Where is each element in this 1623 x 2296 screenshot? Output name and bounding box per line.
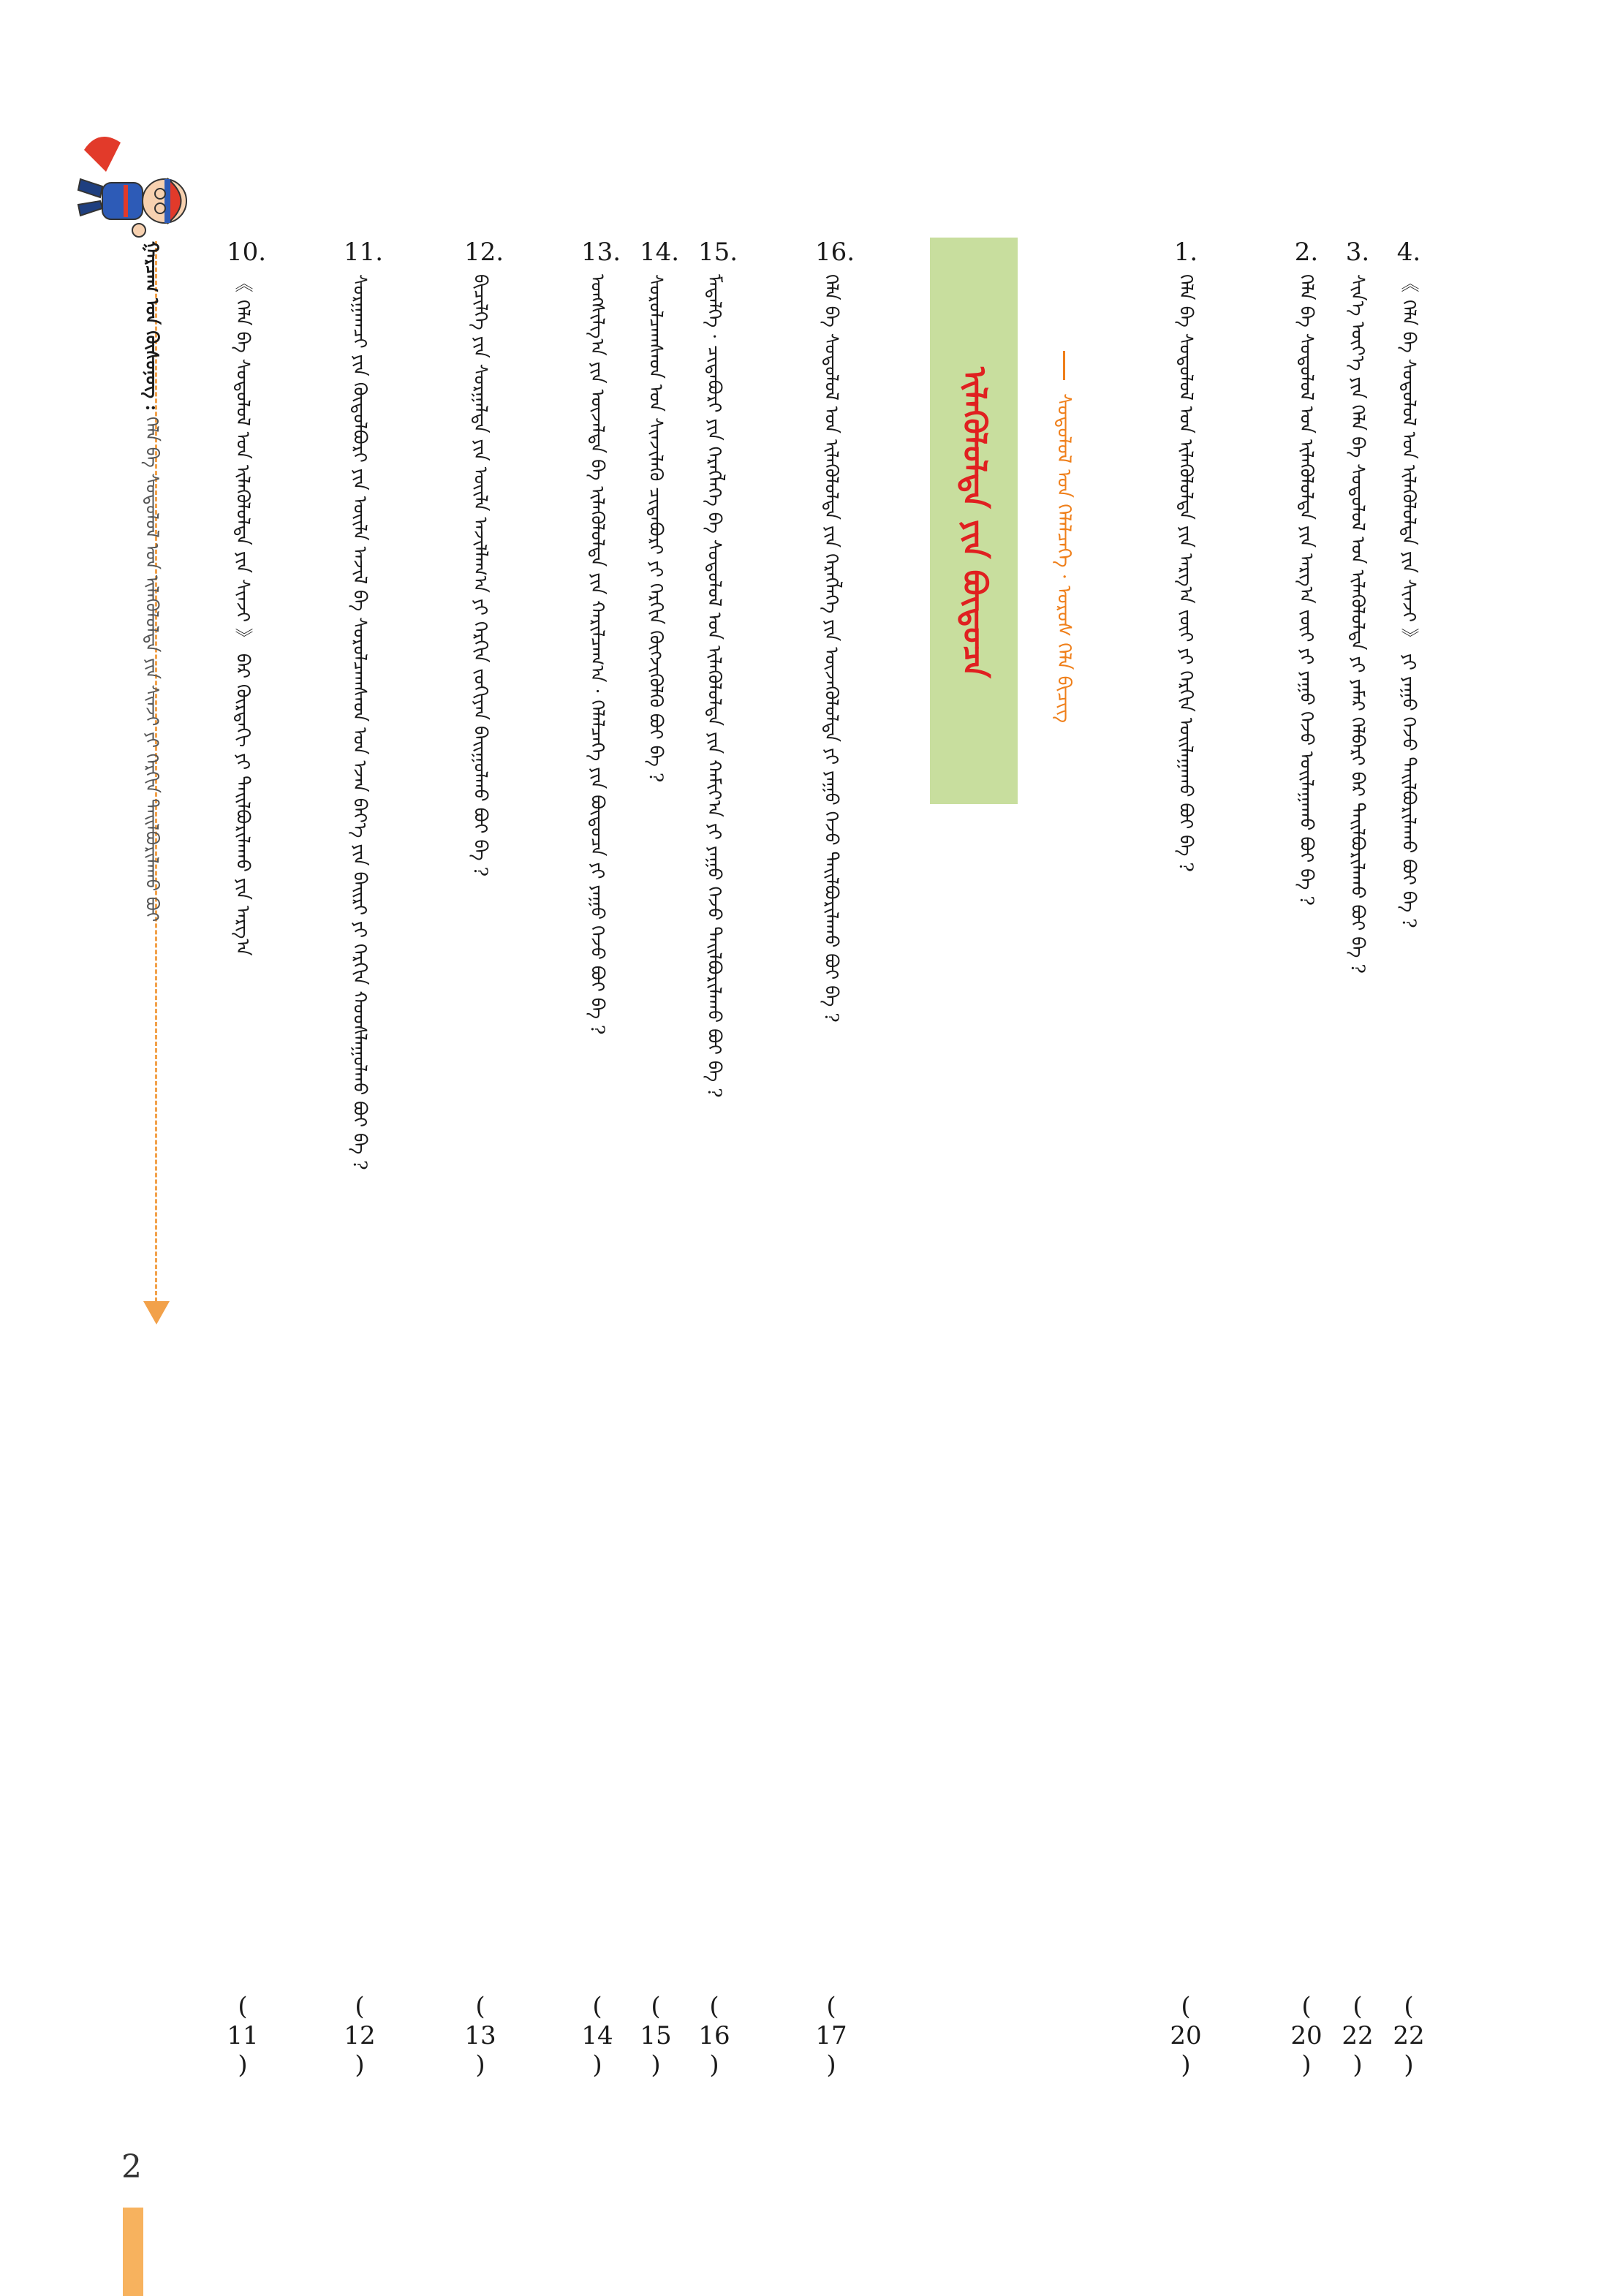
item-page-ref: ( 16 ) (698, 1992, 730, 2080)
toc-item[interactable] (581, 238, 621, 2080)
item-number: 4. (1396, 238, 1421, 267)
toc-item[interactable] (1393, 238, 1425, 2080)
toc-item[interactable] (815, 238, 855, 2080)
item-text: ᠮᠡᠳᠡᠯᠭᠡ · ᠴᠢᠳᠠᠪᠤᠷᠢ ᠶᠢᠨ ᠬᠡᠷᠡᠭᠯᠡᠭᠡ ᠪᠠ ᠰᠤᠳᠤᠯᠤᠯ ᠤᠨ ᠢᠯᠡᠭᠦᠯᠦᠯᠲᠡ ᠶᠢᠨ ᠬᠠᠮᠢᠶ᠎ᠠ ᠶᠢ ᠶᠠᠭᠤ ᠭᠡᠵᠦ ᠲᠠᠢᠯᠪᠤᠷᠢᠯᠠᠬᠤ ᠪᠤᠢ ᠪᠡ ? (704, 274, 725, 1098)
footer-arrow-icon (143, 1301, 170, 1325)
item-page-ref: ( 20 ) (1170, 1992, 1202, 2080)
section-subtitle (1045, 351, 1082, 950)
section-title: ᠢᠯᠡᠭᠦᠯᠦᠯᠲᠡ ᠶᠢᠨ ᠪᠦᠲᠦᠴᠡ (956, 367, 993, 678)
item-page-ref: ( 22 ) (1393, 1992, 1425, 2080)
item-text: ᠤᠩᠰᠢᠯᠭ᠎ᠠ ᠶᠢᠨ ᠦᠵᠡᠯᠲᠡ ᠪᠠ ᠢᠯᠡᠭᠦᠯᠦᠯᠲᠡ ᠶᠢᠨ ᠬᠠᠷᠢᠯᠴᠠᠭ᠎ᠠ · ᠬᠡᠯᠡᠯᠴᠡᠭᠡ ᠶᠢᠨ ᠪᠦᠲᠦᠴᠡ ᠶᠢ ᠶᠠᠭᠤ ᠭᠡᠵᠦ ᠪᠤᠢ ᠪᠡ ? (587, 274, 608, 1035)
subtitle-dash (1063, 351, 1065, 380)
footer-note (135, 241, 169, 1301)
item-number: 1. (1173, 238, 1198, 267)
item-text: ᠬᠡᠯᠡ ᠪᠡ ᠰᠤᠳᠤᠯᠤᠯ ᠤᠨ ᠢᠯᠡᠭᠦᠯᠦᠯᠲᠡ ᠶᠢᠨ ᠠᠷᠭ᠎ᠠ ᠵᠦᠢ ᠶᠢ ᠬᠡᠷᠬᠢᠨ ᠣᠢᠯᠠᠭᠠᠬᠤ ᠪᠤᠢ ᠪᠡ ? (1176, 274, 1197, 872)
item-text: ᠰᠤᠷᠭᠠᠭᠴᠢ ᠶᠢᠨ ᠬᠥᠲᠦᠯᠪᠦᠷᠢ ᠶᠢᠨ ᠦᠢᠯᠡ ᠠᠵᠢᠯ ᠪᠠ ᠰᠤᠷᠤᠯᠴᠠᠭᠰᠠᠳ ᠤᠨ ᠡᠵᠡᠨ ᠪᠡᠶ᠎ᠡ ᠶᠢᠨ ᠪᠠᠢᠷᠢ ᠶᠢ ᠬᠡᠷᠬᠢᠨ ᠬᠣᠣᠰᠯᠠᠭᠤᠯᠬᠤ ᠪᠤᠢ ᠪᠡ ? (349, 274, 371, 1170)
item-number: 13. (581, 238, 621, 267)
item-page-ref: ( 11 ) (227, 1992, 259, 2080)
item-number: 16. (815, 238, 855, 267)
toc-item[interactable] (698, 238, 738, 2080)
toc-item[interactable] (640, 238, 680, 2080)
item-text: ᠬᠡᠯᠡ ᠪᠡ ᠰᠤᠳᠤᠯᠤᠯ ᠤᠨ ᠢᠯᠡᠭᠦᠯᠦᠯᠲᠡ ᠶᠢᠨ ᠠᠷᠭ᠎ᠠ ᠵᠦᠢ ᠶᠢ ᠶᠠᠭᠤ ᠭᠡᠵᠦ ᠤᠢᠯᠠᠭᠠᠬᠤ ᠪᠤᠢ ᠪᠡ ? (1296, 274, 1317, 906)
toc-item[interactable] (464, 238, 504, 2080)
item-number: 12. (464, 238, 504, 267)
item-page-ref: ( 22 ) (1342, 1992, 1374, 2080)
item-number: 15. (698, 238, 738, 267)
footer-label: ᠭᠠᠷᠴᠠᠭ ᠤᠨ ᠬᠦᠰᠦᠨᠦᠭ : (142, 241, 163, 412)
toc-item[interactable] (344, 238, 384, 2080)
item-number: 10. (227, 238, 267, 267)
page-number: 2 (121, 2148, 142, 2186)
item-page-ref: ( 17 ) (815, 1992, 847, 2080)
toc-item[interactable] (1170, 238, 1202, 2080)
footer-text: ᠬᠡᠯᠡ ᠪᠡ ᠰᠤᠳᠤᠯᠤᠯ ᠤᠨ ᠢᠯᠡᠭᠦᠯᠦᠯᠲᠡ ᠶᠢᠨ ᠰᠢᠨᠵᠢ ᠶᠢ ᠬᠡᠷᠬᠢᠨ ᠲᠠᠢᠯᠪᠤᠷᠢᠯᠠᠬᠤ ᠪᠤᠢ (142, 416, 162, 922)
item-page-ref: ( 12 ) (344, 1992, 376, 2080)
item-text: ᠰᠢᠨ᠎ᠡ ᠦᠶ᠎ᠡ ᠶᠢᠨ ᠬᠡᠯᠡ ᠪᠡ ᠰᠤᠳᠤᠯᠤᠯ ᠤᠨ ᠢᠯᠡᠭᠦᠯᠦᠯᠲᠡ ᠶᠢ ᠶᠠᠮᠠᠷ ᠬᠡᠯᠪᠡᠷᠢ ᠪᠡᠷ ᠲᠠᠢᠯᠪᠤᠷᠢᠯᠠᠬᠤ ᠪᠤᠢ ᠪᠡ ? (1347, 274, 1369, 974)
item-page-ref: ( 15 ) (640, 1992, 672, 2080)
item-text: ᠪᠢᠴᠢᠯᠭᠡ ᠶᠢᠨ ᠰᠤᠷᠭᠠᠯᠲᠠ ᠶᠢᠨ ᠦᠢᠯᠡ ᠠᠵᠢᠯᠯᠠᠭ᠎ᠠ ᠶᠢ ᠬᠡᠷᠬᠢᠨ ᠵᠣᠬᠢᠶᠠᠨ ᠪᠠᠢᠭᠤᠯᠬᠤ ᠪᠤᠢ ᠪᠡ ? (470, 274, 491, 876)
section-banner (930, 238, 1018, 804)
item-text: 《 ᠬᠡᠯᠡ ᠪᠡ ᠰᠤᠳᠤᠯᠤᠯ ᠤᠨ ᠢᠯᠡᠭᠦᠯᠦᠯᠲᠡ ᠶᠢᠨ ᠰᠢᠨᠵᠢ 》 ᠶᠢ ᠶᠠᠭᠤ ᠭᠡᠵᠦ ᠲᠠᠢᠯᠪᠤᠷᠢᠯᠠᠬᠤ ᠪᠤᠢ ᠪᠡ ? (1399, 274, 1420, 928)
item-page-ref: ( 14 ) (581, 1992, 613, 2080)
item-number: 14. (640, 238, 680, 267)
item-text: 《 ᠬᠡᠯᠡ ᠪᠡ ᠰᠤᠳᠤᠯᠤᠯ ᠤᠨ ᠢᠯᠡᠭᠦᠯᠦᠯᠲᠡ ᠶᠢᠨ ᠰᠢᠨᠵᠢ 》 ᠪᠡᠷ ᠬᠦᠷᠳᠡᠭ᠌ᠢ ᠶᠢ ᠲᠠᠢᠯᠪᠤᠷᠢᠯᠠᠬᠤ ᠶᠢᠨ ᠠᠷᠭ᠎ᠠ (232, 274, 254, 956)
toc-item[interactable] (227, 238, 267, 2080)
item-text: ᠬᠡᠯᠡ ᠪᠡ ᠰᠤᠳᠤᠯᠤᠯ ᠤᠨ ᠢᠯᠡᠭᠦᠯᠦᠯᠲᠡ ᠶᠢᠨ ᠬᠡᠷᠡᠭᠯᠡᠭᠡ ᠶᠢᠨ ᠦᠵᠡᠭᠦᠯᠦᠯᠲᠡ ᠶᠢ ᠶᠠᠭᠤ ᠭᠡᠵᠦ ᠲᠠᠢᠯᠪᠤᠷᠢᠯᠠᠬᠤ ᠪᠤᠢ ᠪᠡ ? (821, 274, 842, 1023)
item-page-ref: ( 20 ) (1290, 1992, 1323, 2080)
subtitle-text: ᠰᠤᠳᠤᠯᠤᠯ ᠤᠨ ᠬᠡᠯᠡᠯᠴᠡᠭᠡ · ᠤᠷᠤᠰ ᠬᠡᠯᠡ ᠪᠢᠴᠢᠭ (1053, 393, 1075, 723)
item-text: ᠰᠤᠷᠤᠯᠴᠠᠭᠰᠠᠳ ᠤᠨ ᠰᠢᠨᠵᠢᠯᠡᠬᠦ ᠴᠢᠳᠠᠪᠤᠷᠢ ᠶᠢ ᠬᠡᠷᠬᠢᠨ ᠬᠥᠭᠵᠢᠭᠦᠯᠬᠦ ᠪᠤᠢ ᠪᠡ ? (646, 274, 667, 783)
toc-item[interactable] (1290, 238, 1323, 2080)
toc-item[interactable] (1342, 238, 1374, 2080)
item-number: 3. (1345, 238, 1370, 267)
page-tab-marker (123, 2208, 143, 2296)
item-page-ref: ( 13 ) (464, 1992, 496, 2080)
item-number: 2. (1294, 238, 1319, 267)
item-number: 11. (344, 238, 384, 267)
